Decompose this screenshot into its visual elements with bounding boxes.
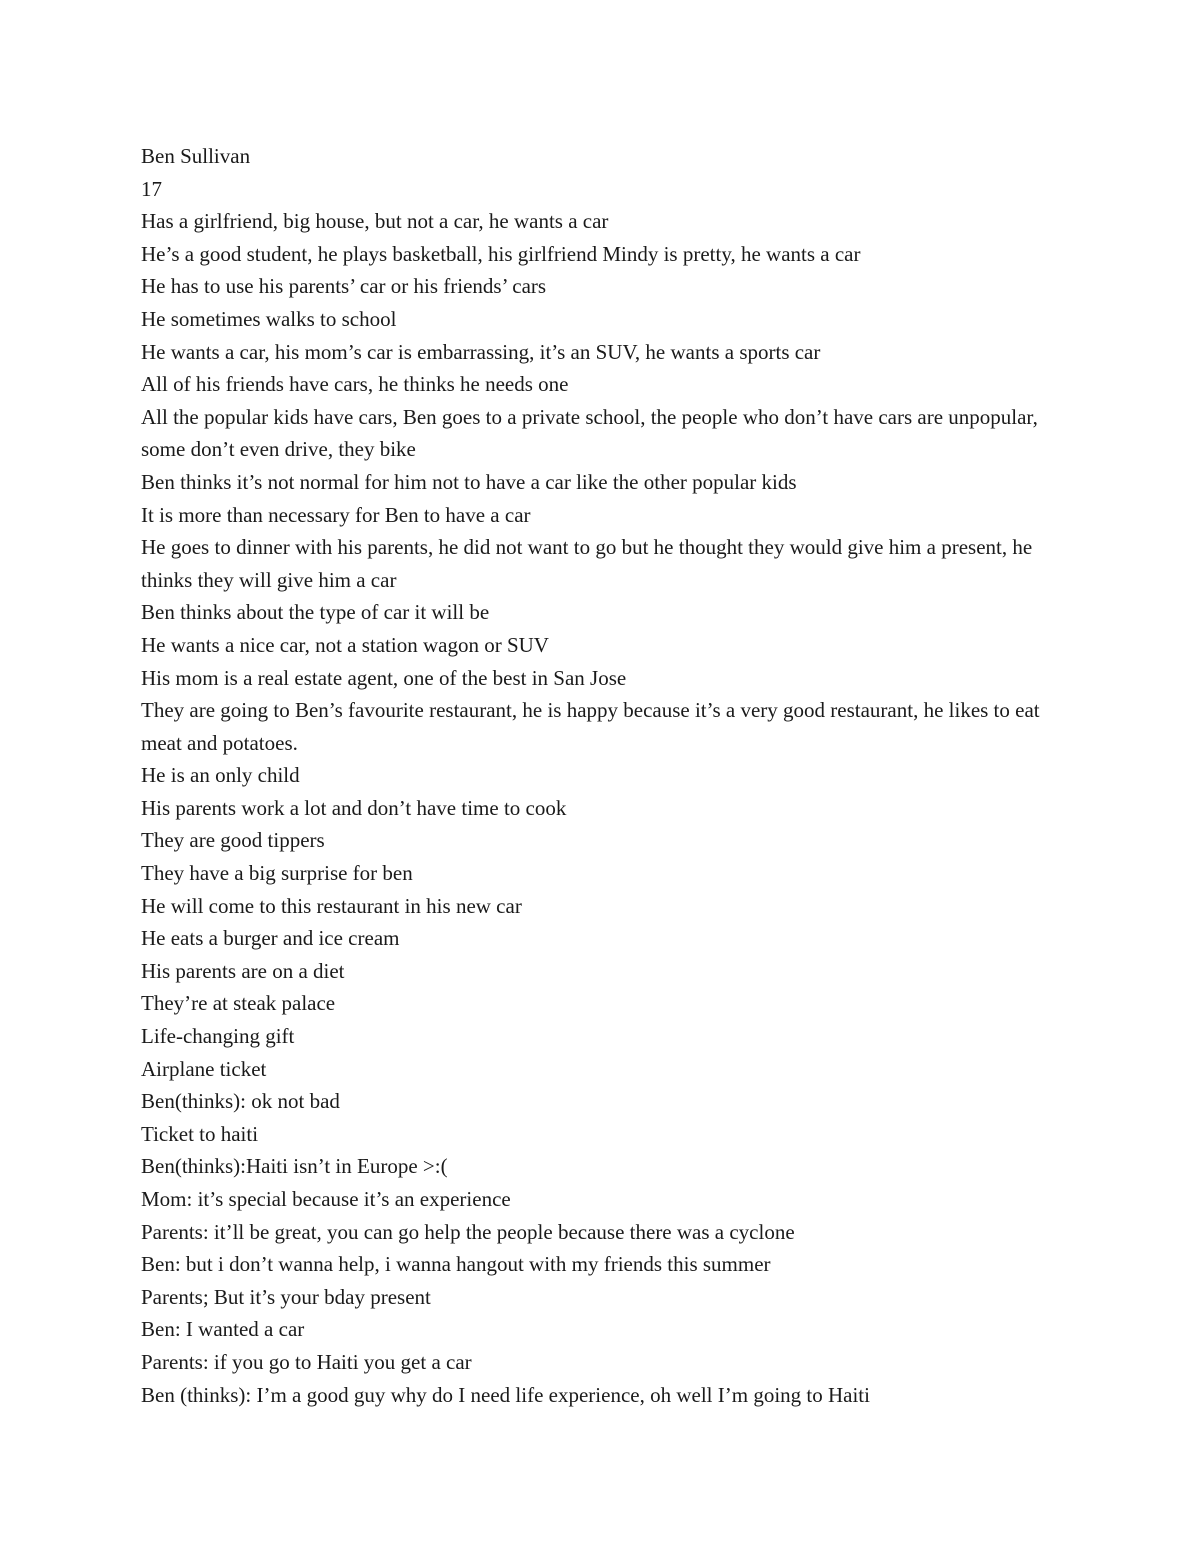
text-line: Mom: it’s special because it’s an experience (141, 1187, 511, 1211)
text-line: His parents work a lot and don’t have time to cook (141, 795, 567, 820)
text-line-age: 17 (141, 176, 162, 201)
text-line: He is an only child (141, 763, 300, 788)
text-line: His mom is a real estate agent, one of the best in San Jose (141, 665, 627, 690)
text-line: He wants a car, his mom’s car is embarrassing, it’s an SUV, he wants a sports car (141, 339, 821, 364)
text-line: Airplane ticket (141, 1056, 267, 1081)
text-line: He eats a burger and ice cream (141, 926, 400, 951)
text-line: Ticket to haiti (141, 1121, 259, 1146)
text-line: They have a big surprise for ben (141, 861, 413, 886)
text-line: He has to use his parents’ car or his friends’ cars (141, 274, 547, 299)
text-line: They are going to Ben’s favourite restaurant, he is happy because it’s a very good restaurant, he likes to eat meat and potatoes. (141, 698, 1040, 755)
text-line: His parents are on a diet (141, 958, 345, 983)
text-line: Ben thinks about the type of car it will be (141, 600, 490, 625)
text-line: Has a girlfriend, big house, but not a car, he wants a car (141, 209, 609, 234)
text-line: He goes to dinner with his parents, he did not want to go but he thought they would give him a present, he thinks they will give him a car (141, 535, 1033, 592)
text-line: They’re at steak palace (141, 991, 336, 1016)
text-line: Ben(thinks):Haiti isn’t in Europe >:( (141, 1154, 448, 1179)
text-line: Parents: if you go to Haiti you get a car (141, 1349, 472, 1374)
text-line: Ben: I wanted a car (141, 1317, 305, 1342)
text-line: All the popular kids have cars, Ben goes to a private school, the people who don’t have cars are unpopular, some don’t even drive, they bike (141, 404, 1038, 462)
text-line: Ben (thinks): I’m a good guy why do I need life experience, oh well I’m going to Haiti (141, 1382, 870, 1407)
text-line: Ben thinks it’s not normal for him not to have a car like the other popular kids (141, 469, 797, 494)
text-line: He wants a nice car, not a station wagon or SUV (141, 632, 549, 657)
text-line: He sometimes walks to school (141, 306, 397, 331)
text-line: Parents: it’ll be great, you can go help the people because there was a cyclone (141, 1219, 795, 1244)
text-line-name: Ben Sullivan (141, 144, 251, 168)
text-line: They are good tippers (141, 828, 325, 853)
text-line: Parents; But it’s your bday present (141, 1284, 431, 1309)
text-line: It is more than necessary for Ben to have a car (141, 502, 531, 527)
text-line: Ben: but i don’t wanna help, i wanna hangout with my friends this summer (141, 1252, 771, 1277)
text-line: All of his friends have cars, he thinks he needs one (141, 372, 569, 397)
text-line: Life-changing gift (141, 1024, 295, 1049)
text-line: He will come to this restaurant in his new car (141, 893, 522, 918)
text-line: Ben(thinks): ok not bad (141, 1089, 340, 1114)
document-body (141, 140, 1071, 1411)
text-line: He’s a good student, he plays basketball, his girlfriend Mindy is pretty, he wants a car (141, 241, 861, 266)
